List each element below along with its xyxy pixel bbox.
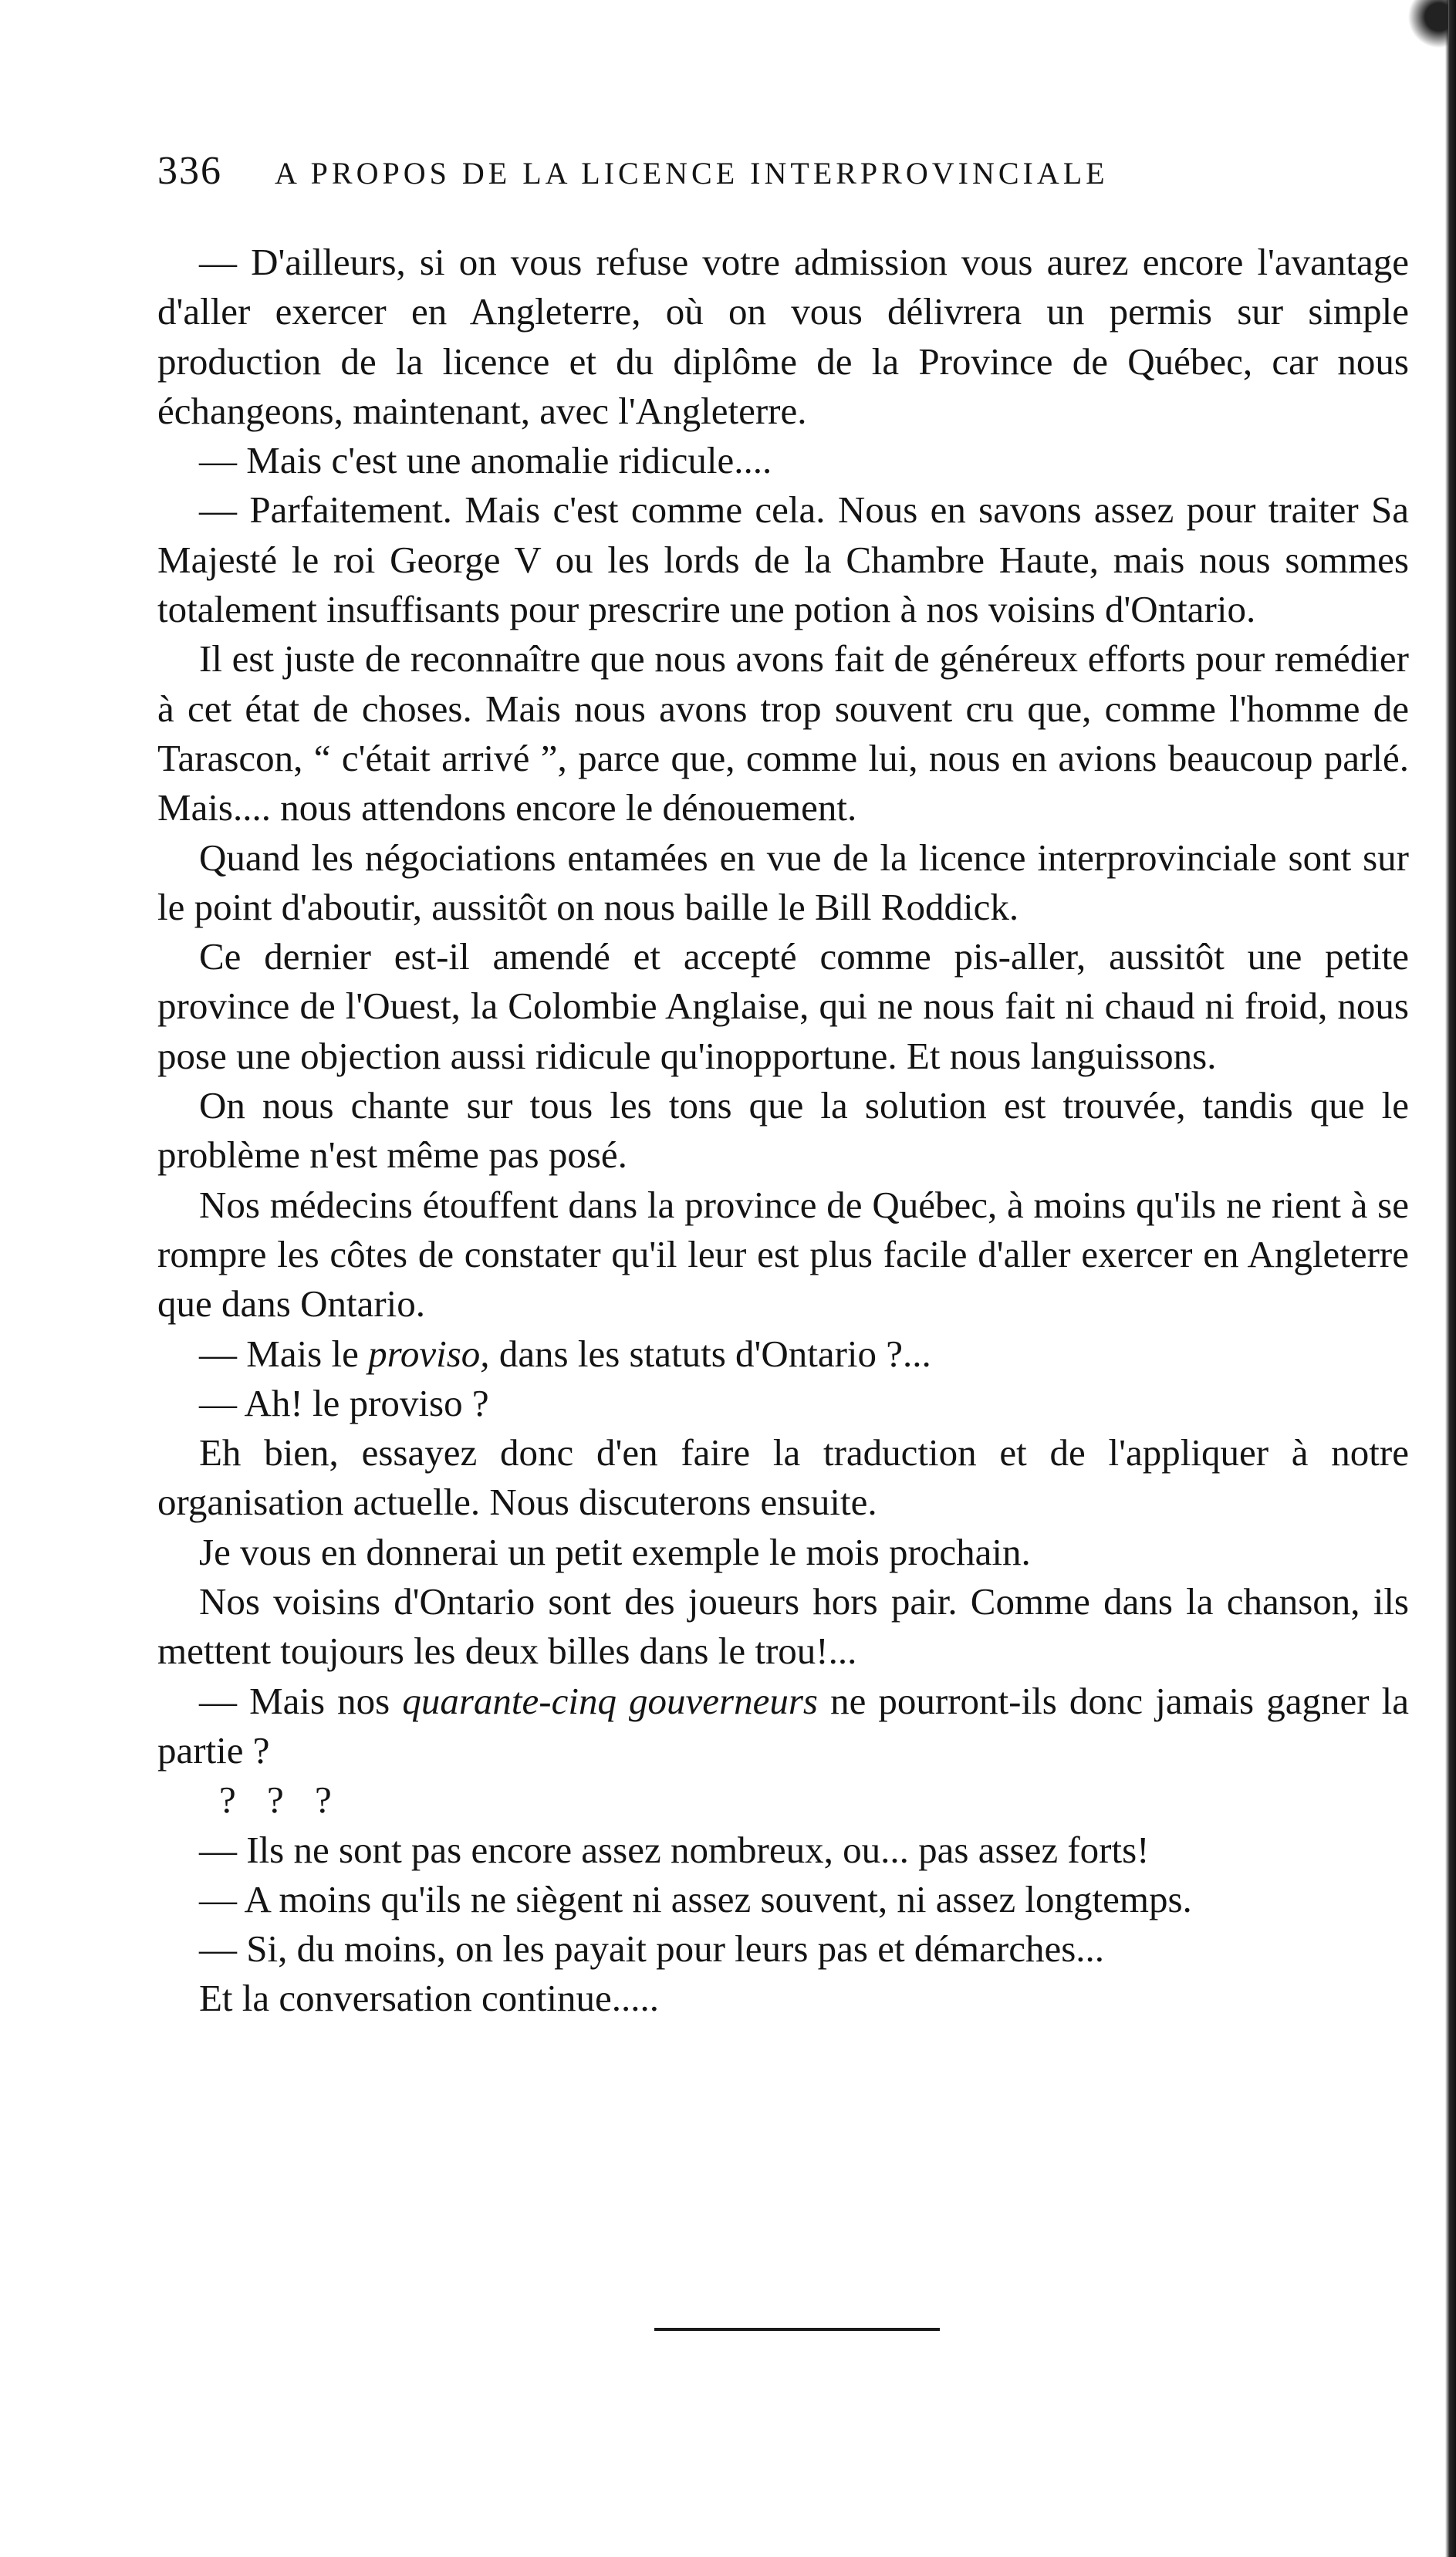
italic-term: quarante-cinq gouverneurs	[402, 1679, 818, 1722]
paragraph: Quand les négociations entamées en vue de la licence interprovinciale sont sur le point d'aboutir, aussitôt on nous baille le Bill Roddick.	[157, 836, 1409, 928]
paragraph: Ce dernier est-il amendé et accepté comme pis-aller, aussitôt une petite province de l'Ouest, la Colombie Anglaise, qui ne nous fait ni chaud ni froid, nous pose une objection aussi ridicule qu'inopportune. Et nous languissons.	[157, 935, 1409, 1077]
text-run: — Mais nos	[199, 1679, 403, 1722]
paragraph: — A moins qu'ils ne siègent ni assez souvent, ni assez longtemps.	[199, 1877, 1192, 1920]
text-run: dans les statuts d'Ontario ?...	[489, 1332, 931, 1375]
end-rule	[654, 2328, 940, 2331]
paragraph	[157, 1329, 1409, 1379]
page-number: 336	[157, 149, 222, 193]
text-run: — Mais le	[199, 1332, 369, 1375]
paragraph: On nous chante sur tous les tons que la solution est trouvée, tandis que le problème n'est même pas posé.	[157, 1084, 1409, 1177]
paragraph: Nos voisins d'Ontario sont des joueurs hors pair. Comme dans la chanson, ils mettent toujours les deux billes dans le trou!...	[157, 1580, 1409, 1673]
page-header	[157, 148, 1269, 194]
italic-term: proviso,	[368, 1332, 490, 1375]
running-title: A PROPOS DE LA LICENCE INTERPROVINCIALE	[275, 156, 1109, 191]
paragraph	[157, 1677, 1409, 1776]
paragraph: — Mais c'est une anomalie ridicule....	[199, 439, 772, 482]
scan-page-edge	[1445, 0, 1456, 2557]
scan-speck	[1402, 0, 1448, 85]
question-marks: ? ? ?	[219, 1778, 343, 1822]
paragraph: — Ah! le proviso ?	[199, 1381, 489, 1424]
paragraph: Nos médecins étouffent dans la province de Québec, à moins qu'ils ne rient à se rompre les côtes de constater qu'il leur est plus facile d'aller exercer en Angleterre que dans Ontario.	[157, 1183, 1409, 1326]
paragraph: — Parfaitement. Mais c'est comme cela. Nous en savons assez pour traiter Sa Majesté le roi George V ou les lords de la Chambre Haute, mais nous sommes totalement insuffisants pour prescrire une potion à nos voisins d'Ontario.	[157, 488, 1409, 631]
paragraph: Et la conversation continue.....	[199, 1977, 659, 2020]
paragraph: Je vous en donnerai un petit exemple le mois prochain.	[199, 1530, 1031, 1573]
paragraph: Eh bien, essayez donc d'en faire la traduction et de l'appliquer à notre organisation actuelle. Nous discuterons ensuite.	[157, 1431, 1409, 1524]
paragraph: — D'ailleurs, si on vous refuse votre admission vous aurez encore l'avantage d'aller exercer en Angleterre, où on vous délivrera un permis sur simple production de la licence et du diplôme de la Province de Québec, car nous échangeons, maintenant, avec l'Angleterre.	[157, 241, 1409, 432]
text-run: ne pourront-ils donc jamais gagner la partie ?	[157, 1679, 1409, 1772]
paragraph: — Ils ne sont pas encore assez nombreux, ou... pas assez forts!	[199, 1828, 1150, 1871]
paragraph: Il est juste de reconnaître que nous avons fait de généreux efforts pour remédier à cet état de choses. Mais nous avons trop souvent cru que, comme l'homme de Tarascon, “ c'était arrivé ”, parce que, comme lui, nous en avions beaucoup parlé. Mais.... nous attendons encore le dénouement.	[157, 637, 1409, 829]
paragraph: — Si, du moins, on les payait pour leurs pas et démarches...	[199, 1927, 1105, 1971]
body-text	[157, 238, 1409, 2024]
